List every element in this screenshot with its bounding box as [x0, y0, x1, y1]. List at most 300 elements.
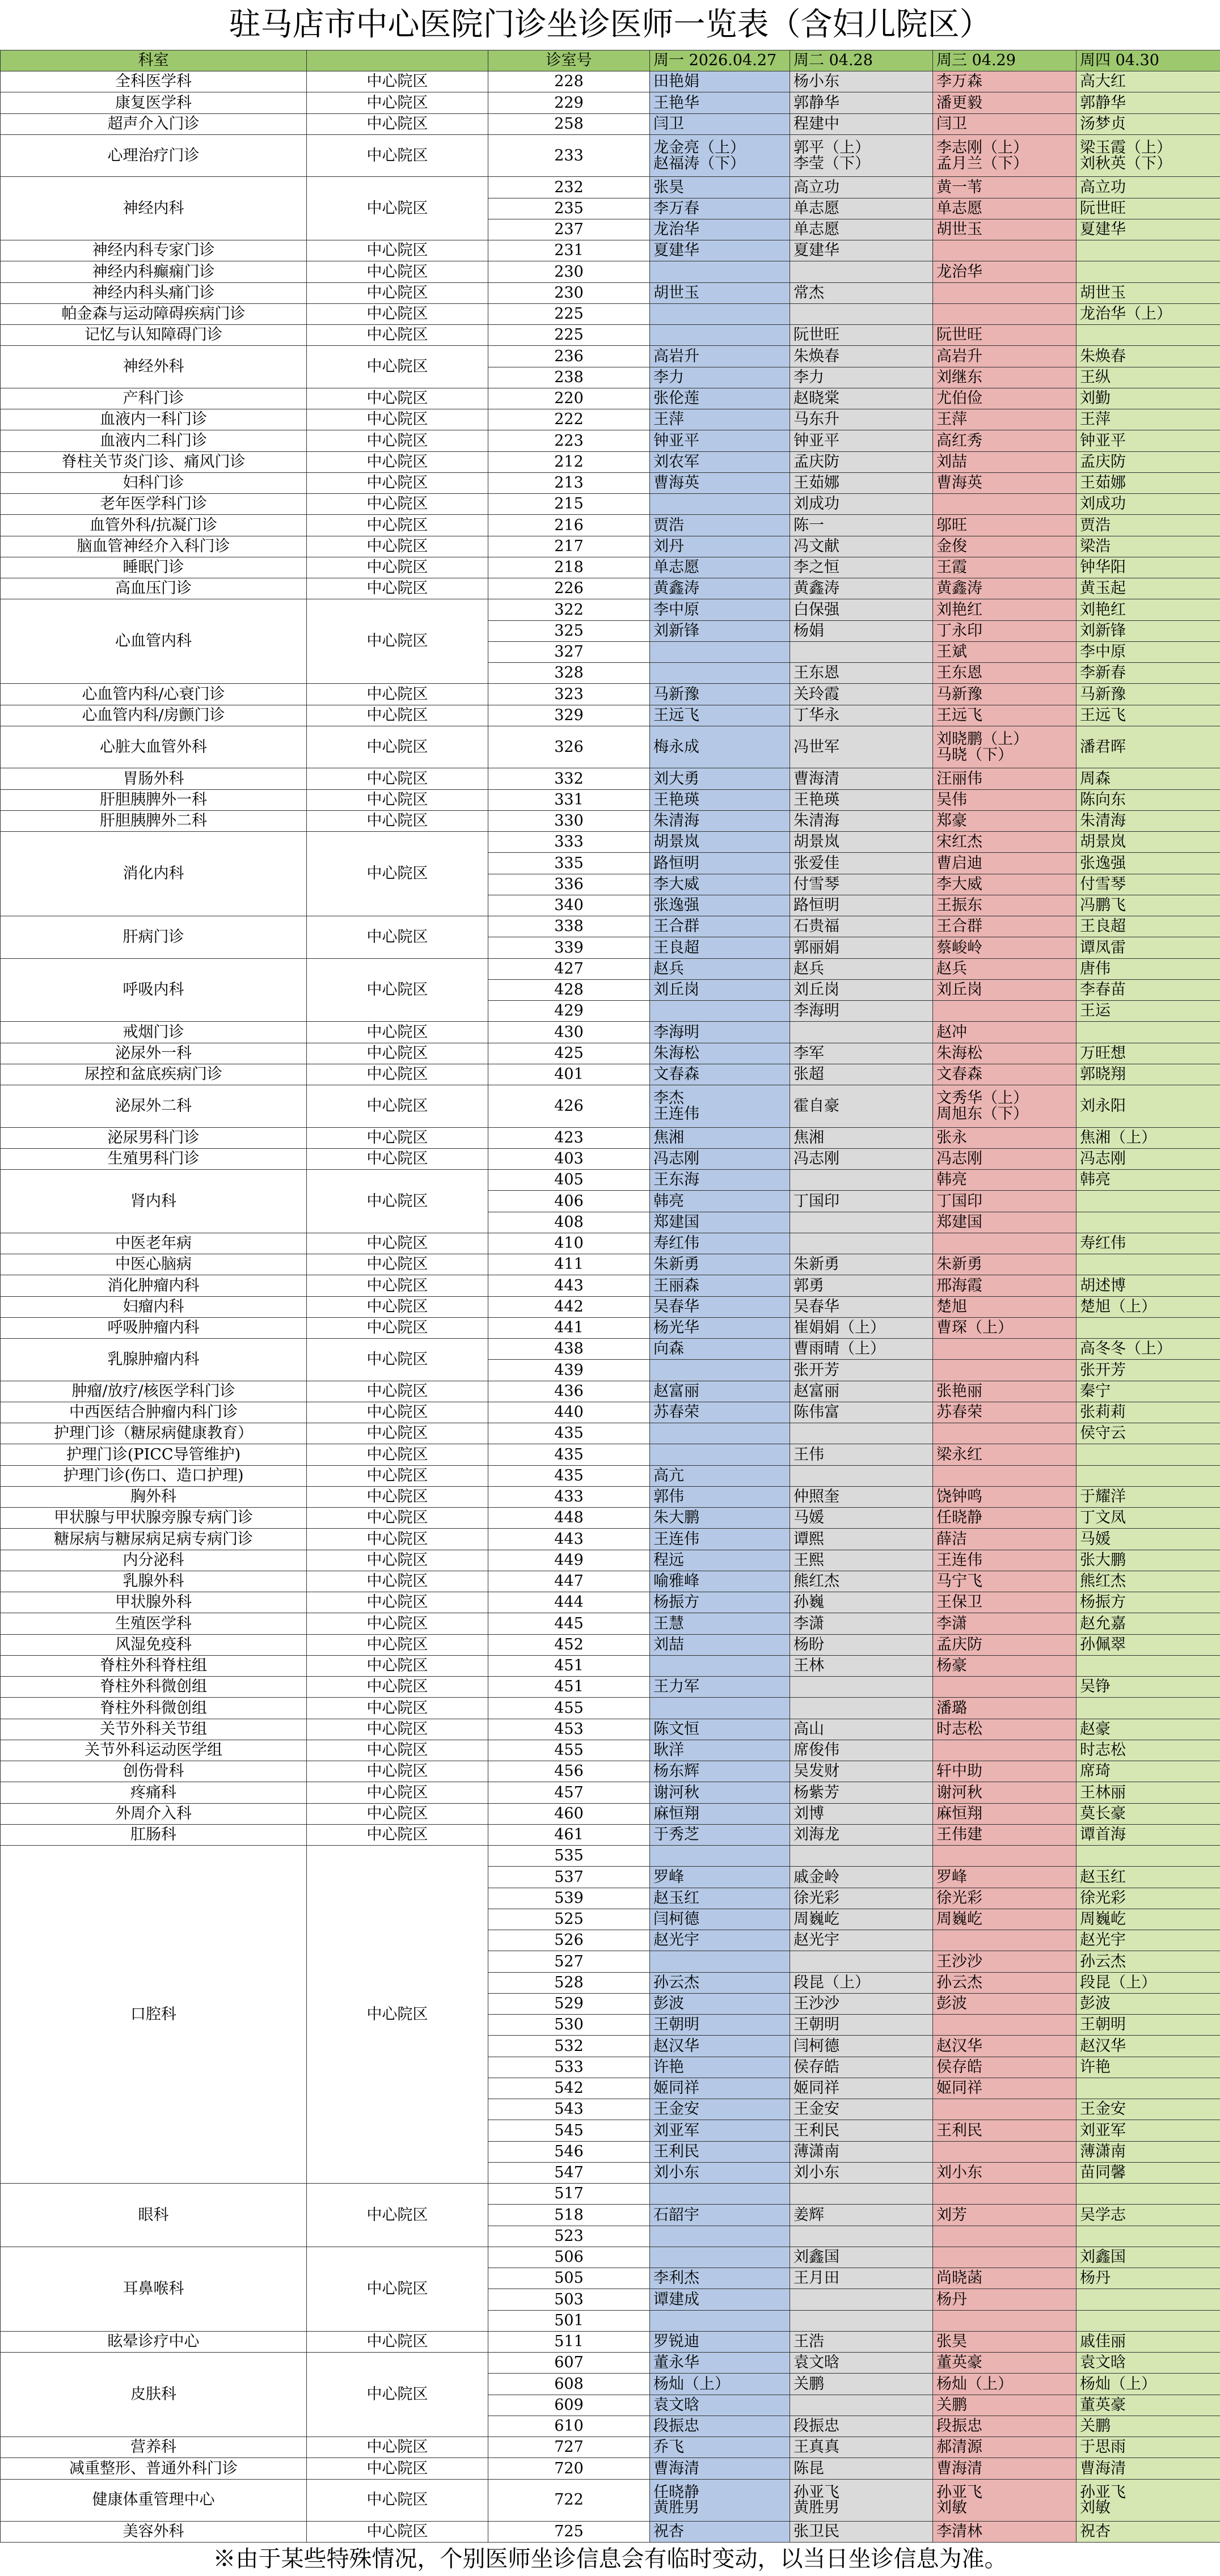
- room-cell: 607: [488, 2353, 650, 2374]
- doctor-cell-wed: 单志愿: [933, 198, 1077, 219]
- location-cell: 中心院区: [307, 684, 488, 705]
- doctor-cell-tue: 关玲霞: [790, 684, 933, 705]
- doctor-cell-tue: 熊红杰: [790, 1571, 933, 1592]
- doctor-cell-tue: 孟庆防: [790, 451, 933, 472]
- room-cell: 444: [488, 1592, 650, 1613]
- doctor-cell-wed: 张昊: [933, 2331, 1077, 2352]
- doctor-cell-mon: [650, 663, 790, 684]
- room-cell: 233: [488, 134, 650, 177]
- dept-cell: 生殖医学科: [1, 1613, 307, 1634]
- doctor-cell-wed: 饶钟鸣: [933, 1486, 1077, 1507]
- room-cell: 427: [488, 958, 650, 979]
- doctor-cell-mon: 喻雅峰: [650, 1571, 790, 1592]
- room-cell: 222: [488, 409, 650, 430]
- location-cell: 中心院区: [307, 1170, 488, 1233]
- doctor-cell-mon: 孙云杰: [650, 1972, 790, 1993]
- location-cell: 中心院区: [307, 113, 488, 134]
- doctor-cell-tue: 杨盼: [790, 1634, 933, 1655]
- doctor-cell-tue: 赵光宇: [790, 1930, 933, 1951]
- table-row: [1, 1592, 1220, 1613]
- room-cell: 428: [488, 979, 650, 1000]
- doctor-cell-wed: 张永: [933, 1127, 1077, 1148]
- doctor-cell-mon: [650, 303, 790, 324]
- doctor-cell-wed: 孙云杰: [933, 1972, 1077, 1993]
- dept-cell: 中医心脑病: [1, 1254, 307, 1275]
- room-cell: 340: [488, 895, 650, 916]
- doctor-cell-mon: 王东海: [650, 1170, 790, 1191]
- doctor-cell-mon: 曹海清: [650, 2458, 790, 2479]
- page-title: 驻马店市中心医院门诊坐诊医师一览表（含妇儿院区）: [229, 6, 991, 43]
- dept-cell: 风湿免疫科: [1, 1634, 307, 1655]
- location-cell: 中心院区: [307, 1127, 488, 1148]
- location-cell: 中心院区: [307, 472, 488, 493]
- doctor-cell-thu: 王纵: [1077, 367, 1220, 388]
- doctor-cell-tue: [790, 641, 933, 662]
- doctor-cell-mon: 路恒明: [650, 853, 790, 874]
- doctor-cell-mon: [650, 1655, 790, 1676]
- location-cell: 中心院区: [307, 1761, 488, 1782]
- doctor-cell-thu: 寿红伟: [1077, 1233, 1220, 1254]
- doctor-cell-wed: 黄鑫涛: [933, 578, 1077, 599]
- doctor-cell-thu: 关鹏: [1077, 2416, 1220, 2437]
- table-row: [1, 958, 1220, 979]
- room-cell: 441: [488, 1317, 650, 1338]
- doctor-cell-wed: 梁永红: [933, 1444, 1077, 1465]
- table-row: [1, 1022, 1220, 1043]
- dept-cell: 神经内科专家门诊: [1, 240, 307, 261]
- doctor-cell-mon: 王利民: [650, 2141, 790, 2162]
- table-row: [1, 684, 1220, 705]
- doctor-cell-tue: [790, 2226, 933, 2247]
- doctor-cell-wed: 孟庆防: [933, 1634, 1077, 1655]
- room-cell: 727: [488, 2437, 650, 2458]
- location-cell: 中心院区: [307, 177, 488, 240]
- doctor-cell-thu: 于耀洋: [1077, 1486, 1220, 1507]
- dept-cell: 脑血管神经介入科门诊: [1, 536, 307, 557]
- room-cell: 238: [488, 367, 650, 388]
- doctor-cell-wed: 姬同祥: [933, 2078, 1077, 2099]
- doctor-cell-wed: 龙治华: [933, 261, 1077, 282]
- doctor-cell-thu: 汤梦贞: [1077, 113, 1220, 134]
- table-row: [1, 1740, 1220, 1761]
- room-cell: 406: [488, 1191, 650, 1212]
- doctor-cell-thu: 许艳: [1077, 2057, 1220, 2078]
- table-row: [1, 2522, 1220, 2543]
- doctor-cell-tue: 张卫民: [790, 2522, 933, 2543]
- room-cell: 212: [488, 451, 650, 472]
- dept-cell: 营养科: [1, 2437, 307, 2458]
- doctor-cell-tue: 王浩: [790, 2331, 933, 2352]
- dept-cell: 脊柱外科脊柱组: [1, 1655, 307, 1676]
- doctor-cell-tue: 黄鑫涛: [790, 578, 933, 599]
- doctor-cell-tue: 丁国印: [790, 1191, 933, 1212]
- room-cell: 336: [488, 874, 650, 895]
- doctor-cell-thu: 赵光宇: [1077, 1930, 1220, 1951]
- table-row: [1, 1508, 1220, 1529]
- dept-cell: 乳腺外科: [1, 1571, 307, 1592]
- table-row: [1, 2353, 1220, 2374]
- doctor-cell-wed: 马宁飞: [933, 1571, 1077, 1592]
- doctor-cell-tue: 刘小东: [790, 2162, 933, 2183]
- location-cell: 中心院区: [307, 705, 488, 726]
- doctor-cell-tue: 白保强: [790, 599, 933, 620]
- header-dept: 科室: [1, 50, 307, 71]
- room-cell: 217: [488, 536, 650, 557]
- dept-cell: 耳鼻喉科: [1, 2247, 307, 2331]
- room-cell: 403: [488, 1148, 650, 1169]
- location-cell: 中心院区: [307, 810, 488, 831]
- location-cell: 中心院区: [307, 261, 488, 282]
- doctor-cell-mon: 李万春: [650, 198, 790, 219]
- room-cell: 218: [488, 557, 650, 578]
- doctor-cell-wed: 李大威: [933, 874, 1077, 895]
- doctor-cell-tue: 朱焕春: [790, 346, 933, 367]
- room-cell: 216: [488, 515, 650, 536]
- doctor-cell-thu: 段昆（上）: [1077, 1972, 1220, 1993]
- doctor-cell-tue: 常杰: [790, 282, 933, 303]
- room-cell: 326: [488, 726, 650, 768]
- doctor-cell-tue: [790, 2184, 933, 2205]
- doctor-cell-mon: 杨东辉: [650, 1761, 790, 1782]
- doctor-cell-thu: 王远飞: [1077, 705, 1220, 726]
- table-row: [1, 789, 1220, 810]
- dept-cell: 记忆与认知障碍门诊: [1, 325, 307, 346]
- doctor-cell-thu: 梁浩: [1077, 536, 1220, 557]
- table-row: [1, 134, 1220, 177]
- location-cell: 中心院区: [307, 789, 488, 810]
- table-row: [1, 1381, 1220, 1402]
- doctor-cell-mon: 贾浩: [650, 515, 790, 536]
- doctor-cell-thu: 杨振方: [1077, 1592, 1220, 1613]
- doctor-cell-thu: 贾浩: [1077, 515, 1220, 536]
- doctor-cell-mon: 李杰 王连伟: [650, 1085, 790, 1128]
- doctor-cell-mon: 罗锐迪: [650, 2331, 790, 2352]
- doctor-cell-wed: 李志刚（上） 孟月兰（下）: [933, 134, 1077, 177]
- dept-cell: 神经内科癫痫门诊: [1, 261, 307, 282]
- doctor-cell-wed: 尤伯俭: [933, 388, 1077, 409]
- room-cell: 452: [488, 1634, 650, 1655]
- doctor-cell-mon: [650, 2247, 790, 2268]
- doctor-cell-wed: 时志松: [933, 1719, 1077, 1740]
- doctor-cell-thu: 张莉莉: [1077, 1402, 1220, 1423]
- doctor-cell-mon: 龙治华: [650, 219, 790, 240]
- dept-cell: 肛肠科: [1, 1824, 307, 1845]
- room-cell: 231: [488, 240, 650, 261]
- doctor-cell-mon: 赵汉华: [650, 2036, 790, 2057]
- doctor-cell-mon: 赵富丽: [650, 1381, 790, 1402]
- dept-cell: 心血管内科: [1, 599, 307, 684]
- doctor-cell-thu: 万旺想: [1077, 1043, 1220, 1064]
- dept-cell: 中医老年病: [1, 1233, 307, 1254]
- table-row: [1, 1402, 1220, 1423]
- room-cell: 329: [488, 705, 650, 726]
- doctor-cell-thu: 祝杏: [1077, 2522, 1220, 2543]
- doctor-cell-thu: [1077, 1465, 1220, 1486]
- doctor-cell-tue: 赵富丽: [790, 1381, 933, 1402]
- doctor-cell-thu: 孙佩翠: [1077, 1634, 1220, 1655]
- doctor-cell-tue: 王朝明: [790, 2015, 933, 2036]
- doctor-cell-mon: 向森: [650, 1339, 790, 1360]
- doctor-cell-wed: 轩中助: [933, 1761, 1077, 1782]
- doctor-cell-wed: [933, 2141, 1077, 2162]
- doctor-cell-thu: 孙亚飞 刘敏: [1077, 2479, 1220, 2522]
- doctor-cell-tue: 王伟: [790, 1444, 933, 1465]
- doctor-cell-tue: 杨紫芳: [790, 1782, 933, 1803]
- doctor-cell-mon: 高岩升: [650, 346, 790, 367]
- room-cell: 436: [488, 1381, 650, 1402]
- location-cell: 中心院区: [307, 1508, 488, 1529]
- dept-cell: 消化内科: [1, 832, 307, 916]
- location-cell: 中心院区: [307, 1613, 488, 1634]
- schedule-table: [0, 50, 1220, 2543]
- location-cell: 中心院区: [307, 1592, 488, 1613]
- header-day-mon: 周一 2026.04.27: [650, 50, 790, 71]
- doctor-cell-mon: 高亢: [650, 1465, 790, 1486]
- table-row: [1, 832, 1220, 853]
- doctor-cell-wed: 潘更毅: [933, 92, 1077, 113]
- doctor-cell-tue: 朱新勇: [790, 1254, 933, 1275]
- room-cell: 328: [488, 663, 650, 684]
- doctor-cell-thu: 彭波: [1077, 1993, 1220, 2014]
- doctor-cell-thu: 阮世旺: [1077, 198, 1220, 219]
- doctor-cell-mon: 王力军: [650, 1677, 790, 1698]
- table-row: [1, 1254, 1220, 1275]
- dept-cell: 心血管内科/心衰门诊: [1, 684, 307, 705]
- location-cell: 中心院区: [307, 1740, 488, 1761]
- room-cell: 335: [488, 853, 650, 874]
- doctor-cell-mon: [650, 641, 790, 662]
- doctor-cell-tue: [790, 2289, 933, 2310]
- dept-cell: 脊柱外科微创组: [1, 1698, 307, 1719]
- room-cell: 608: [488, 2374, 650, 2395]
- doctor-cell-tue: 戚金岭: [790, 1867, 933, 1888]
- location-cell: 中心院区: [307, 134, 488, 177]
- dept-cell: 口腔科: [1, 1846, 307, 2184]
- doctor-cell-tue: [790, 1951, 933, 1972]
- dept-cell: 神经内科: [1, 177, 307, 240]
- location-cell: 中心院区: [307, 1634, 488, 1655]
- doctor-cell-wed: [933, 2226, 1077, 2247]
- room-cell: 225: [488, 303, 650, 324]
- doctor-cell-tue: 杨小东: [790, 71, 933, 92]
- room-cell: 455: [488, 1698, 650, 1719]
- doctor-cell-tue: [790, 1233, 933, 1254]
- doctor-cell-thu: [1077, 325, 1220, 346]
- room-cell: 405: [488, 1170, 650, 1191]
- room-cell: 229: [488, 92, 650, 113]
- doctor-cell-mon: 刘丹: [650, 536, 790, 557]
- doctor-cell-wed: 谢河秋: [933, 1782, 1077, 1803]
- doctor-cell-tue: 闫柯德: [790, 2036, 933, 2057]
- doctor-cell-mon: 刘丘岗: [650, 979, 790, 1000]
- doctor-cell-thu: 高大红: [1077, 71, 1220, 92]
- doctor-cell-tue: 李海明: [790, 1001, 933, 1022]
- table-row: [1, 1486, 1220, 1507]
- doctor-cell-wed: 周巍屹: [933, 1909, 1077, 1930]
- doctor-cell-mon: 赵玉红: [650, 1888, 790, 1909]
- doctor-cell-wed: [933, 494, 1077, 515]
- room-cell: 411: [488, 1254, 650, 1275]
- table-row: [1, 240, 1220, 261]
- doctor-cell-thu: 杨丹: [1077, 2268, 1220, 2289]
- doctor-cell-tue: 吴春华: [790, 1296, 933, 1317]
- doctor-cell-tue: 段振忠: [790, 2416, 933, 2437]
- dept-cell: 帕金森与运动障碍疾病门诊: [1, 303, 307, 324]
- table-row: [1, 1761, 1220, 1782]
- table-row: [1, 1634, 1220, 1655]
- doctor-cell-thu: 周森: [1077, 768, 1220, 789]
- table-row: [1, 71, 1220, 92]
- doctor-cell-thu: 刘新锋: [1077, 620, 1220, 641]
- room-cell: 322: [488, 599, 650, 620]
- doctor-cell-thu: 杨灿（上）: [1077, 2374, 1220, 2395]
- table-row: [1, 1085, 1220, 1128]
- room-cell: 532: [488, 2036, 650, 2057]
- doctor-cell-thu: 潘君晖: [1077, 726, 1220, 768]
- room-cell: 533: [488, 2057, 650, 2078]
- doctor-cell-thu: 王良超: [1077, 916, 1220, 937]
- doctor-cell-tue: 王沙沙: [790, 1993, 933, 2014]
- room-cell: 408: [488, 1212, 650, 1233]
- doctor-cell-thu: 莫长豪: [1077, 1803, 1220, 1824]
- doctor-cell-mon: [650, 2310, 790, 2331]
- room-cell: 542: [488, 2078, 650, 2099]
- doctor-cell-thu: 王萍: [1077, 409, 1220, 430]
- table-row: [1, 1824, 1220, 1845]
- location-cell: 中心院区: [307, 282, 488, 303]
- dept-cell: 内分泌科: [1, 1550, 307, 1571]
- dept-cell: 妇科门诊: [1, 472, 307, 493]
- header-day-wed: 周三 04.29: [933, 50, 1077, 71]
- room-cell: 517: [488, 2184, 650, 2205]
- doctor-cell-wed: [933, 1846, 1077, 1867]
- room-cell: 456: [488, 1761, 650, 1782]
- doctor-cell-mon: 刘新锋: [650, 620, 790, 641]
- doctor-cell-thu: 王茹娜: [1077, 472, 1220, 493]
- location-cell: 中心院区: [307, 1550, 488, 1571]
- location-cell: 中心院区: [307, 2247, 488, 2331]
- table-row: [1, 1043, 1220, 1064]
- dept-cell: 脊柱外科微创组: [1, 1677, 307, 1698]
- doctor-cell-wed: 高红秀: [933, 430, 1077, 451]
- room-cell: 258: [488, 113, 650, 134]
- doctor-cell-wed: 郝清源: [933, 2437, 1077, 2458]
- table-row: [1, 705, 1220, 726]
- doctor-cell-thu: [1077, 240, 1220, 261]
- room-cell: 429: [488, 1001, 650, 1022]
- doctor-cell-thu: 刘成功: [1077, 494, 1220, 515]
- doctor-cell-wed: 杨灿（上）: [933, 2374, 1077, 2395]
- doctor-cell-wed: 王霞: [933, 557, 1077, 578]
- doctor-cell-tue: 马东升: [790, 409, 933, 430]
- room-cell: 232: [488, 177, 650, 198]
- room-cell: 449: [488, 1550, 650, 1571]
- doctor-cell-wed: 汪丽伟: [933, 768, 1077, 789]
- doctor-cell-mon: [650, 261, 790, 282]
- table-row: [1, 1655, 1220, 1676]
- dept-cell: 呼吸内科: [1, 958, 307, 1022]
- doctor-cell-tue: 刘丘岗: [790, 979, 933, 1000]
- doctor-cell-thu: 李中原: [1077, 641, 1220, 662]
- doctor-cell-mon: 梅永成: [650, 726, 790, 768]
- room-cell: 230: [488, 261, 650, 282]
- doctor-cell-wed: 徐光彩: [933, 1888, 1077, 1909]
- doctor-cell-wed: 孙亚飞 刘敏: [933, 2479, 1077, 2522]
- dept-cell: 肝胆胰脾外一科: [1, 789, 307, 810]
- doctor-cell-mon: 田艳娟: [650, 71, 790, 92]
- doctor-cell-mon: 谭建成: [650, 2289, 790, 2310]
- dept-cell: 神经外科: [1, 346, 307, 388]
- doctor-cell-thu: [1077, 1022, 1220, 1043]
- doctor-cell-tue: [790, 303, 933, 324]
- table-row: [1, 515, 1220, 536]
- doctor-cell-tue: 朱清海: [790, 810, 933, 831]
- room-cell: 332: [488, 768, 650, 789]
- table-row: [1, 536, 1220, 557]
- room-cell: 511: [488, 2331, 650, 2352]
- room-cell: 503: [488, 2289, 650, 2310]
- room-cell: 543: [488, 2099, 650, 2120]
- room-cell: 453: [488, 1719, 650, 1740]
- dept-cell: 睡眠门诊: [1, 557, 307, 578]
- doctor-cell-mon: 王慧: [650, 1613, 790, 1634]
- table-row: [1, 1275, 1220, 1296]
- room-cell: 423: [488, 1127, 650, 1148]
- doctor-cell-tue: 夏建华: [790, 240, 933, 261]
- room-cell: 546: [488, 2141, 650, 2162]
- doctor-cell-tue: 路恒明: [790, 895, 933, 916]
- doctor-cell-tue: 王熙: [790, 1550, 933, 1571]
- table-row: [1, 599, 1220, 620]
- doctor-cell-wed: 曹海英: [933, 472, 1077, 493]
- table-row: [1, 810, 1220, 831]
- dept-cell: 生殖男科门诊: [1, 1148, 307, 1169]
- table-row: [1, 261, 1220, 282]
- table-row: [1, 2247, 1220, 2268]
- doctor-cell-thu: 时志松: [1077, 1740, 1220, 1761]
- doctor-cell-tue: 高立功: [790, 177, 933, 198]
- doctor-cell-mon: 单志愿: [650, 557, 790, 578]
- location-cell: 中心院区: [307, 2522, 488, 2543]
- doctor-cell-tue: 王利民: [790, 2120, 933, 2141]
- doctor-cell-tue: [790, 1022, 933, 1043]
- doctor-cell-mon: 王合群: [650, 916, 790, 937]
- dept-cell: 健康体重管理中心: [1, 2479, 307, 2522]
- room-cell: 339: [488, 937, 650, 958]
- doctor-cell-mon: 李力: [650, 367, 790, 388]
- doctor-cell-thu: [1077, 2184, 1220, 2205]
- dept-cell: 护理门诊(伤口、造口护理): [1, 1465, 307, 1486]
- doctor-cell-thu: 王朝明: [1077, 2015, 1220, 2036]
- doctor-cell-wed: 杨豪: [933, 1655, 1077, 1676]
- location-cell: 中心院区: [307, 1064, 488, 1085]
- doctor-cell-thu: 黄玉起: [1077, 578, 1220, 599]
- room-cell: 237: [488, 219, 650, 240]
- dept-cell: 肝病门诊: [1, 916, 307, 959]
- room-cell: 505: [488, 2268, 650, 2289]
- doctor-cell-tue: 陈伟富: [790, 1402, 933, 1423]
- doctor-cell-wed: 阮世旺: [933, 325, 1077, 346]
- location-cell: 中心院区: [307, 1254, 488, 1275]
- doctor-cell-mon: 王远飞: [650, 705, 790, 726]
- doctor-cell-thu: 孙云杰: [1077, 1951, 1220, 1972]
- location-cell: 中心院区: [307, 1233, 488, 1254]
- doctor-cell-tue: 席俊伟: [790, 1740, 933, 1761]
- doctor-cell-wed: 赵冲: [933, 1022, 1077, 1043]
- room-cell: 725: [488, 2522, 650, 2543]
- doctor-cell-tue: 孙巍: [790, 1592, 933, 1613]
- doctor-cell-mon: 王丽森: [650, 1275, 790, 1296]
